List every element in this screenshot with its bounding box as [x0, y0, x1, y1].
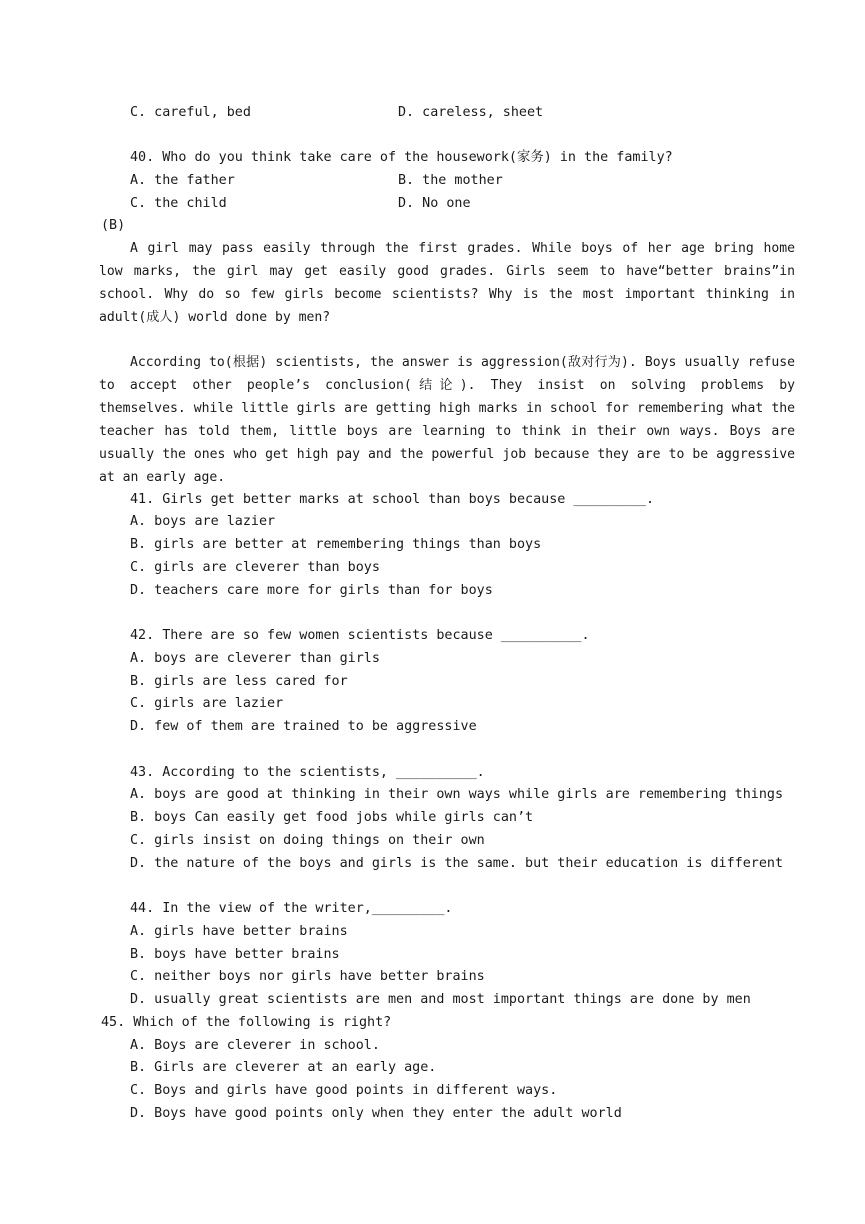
q40-option-d: D. No one	[398, 196, 471, 211]
q39-option-c: C. careful, bed	[130, 105, 251, 120]
q42-option-d: D. few of them are trained to be aggressive	[130, 719, 477, 734]
q40-options-ab	[130, 169, 770, 192]
q44-option-b: B. boys have better brains	[130, 947, 340, 962]
q44-option-a: A. girls have better brains	[130, 924, 348, 939]
q44-question: 44. In the view of the writer,_________.	[130, 901, 453, 916]
q41-option-a: A. boys are lazier	[130, 514, 276, 529]
section-label: (B)	[101, 218, 126, 233]
q40-option-a: A. the father	[130, 173, 235, 188]
q45-option-d: D. Boys have good points only when they enter the adult world	[130, 1106, 622, 1121]
q45-option-b: B. Girls are cleverer at an early age.	[130, 1060, 437, 1075]
passage-paragraph-1: A girl may pass easily through the first grades. While boys of her age bring home low marks, the girl may get easily good grades. Girls seem to have“better brains”in school. Why do so few girls become scientists? Why is the most important thinking in adult(成人) world done by men?	[99, 241, 795, 325]
q43-option-b: B. boys Can easily get food jobs while girls can’t	[130, 810, 534, 825]
q43-question: 43. According to the scientists, __________.	[130, 765, 485, 780]
q43-option-a: A. boys are good at thinking in their own ways while girls are remembering things	[130, 787, 784, 802]
q40-question: 40. Who do you think take care of the housework(家务) in the family?	[130, 150, 673, 165]
q39-options-cd	[130, 101, 770, 124]
q41-option-b: B. girls are better at remembering things than boys	[130, 537, 542, 552]
q45-option-a: A. Boys are cleverer in school.	[130, 1038, 380, 1053]
q44-option-d: D. usually great scientists are men and most important things are done by men	[130, 992, 751, 1007]
q43-option-d: D. the nature of the boys and girls is the same. but their education is different	[130, 856, 784, 871]
q43-option-c: C. girls insist on doing things on their own	[130, 833, 485, 848]
q40-option-b: B. the mother	[398, 173, 503, 188]
q44-option-c: C. neither boys nor girls have better brains	[130, 969, 485, 984]
q40-options-cd	[130, 192, 770, 215]
q40-option-c: C. the child	[130, 196, 227, 211]
q45-option-c: C. Boys and girls have good points in different ways.	[130, 1083, 558, 1098]
q45-question: 45. Which of the following is right?	[101, 1015, 392, 1030]
q41-question: 41. Girls get better marks at school than boys because _________.	[130, 492, 655, 507]
q42-question: 42. There are so few women scientists because __________.	[130, 628, 590, 643]
q42-option-a: A. boys are cleverer than girls	[130, 651, 380, 666]
q42-option-c: C. girls are lazier	[130, 696, 284, 711]
q39-option-d: D. careless, sheet	[398, 105, 544, 120]
q42-option-b: B. girls are less cared for	[130, 674, 348, 689]
passage-paragraph-2: According to(根据) scientists, the answer is aggression(敌对行为). Boys usually refuse to accept other people’s conclusion(结论). They insist on solving problems by themselves. while little girls are getting high marks in school for remembering what the teacher has told them, little boys are learning to think in their own ways. Boys are usually the ones who get high pay and the powerful job because they are to be aggressive at an early age.	[99, 355, 795, 485]
q41-option-d: D. teachers care more for girls than for boys	[130, 583, 493, 598]
q41-option-c: C. girls are cleverer than boys	[130, 560, 380, 575]
